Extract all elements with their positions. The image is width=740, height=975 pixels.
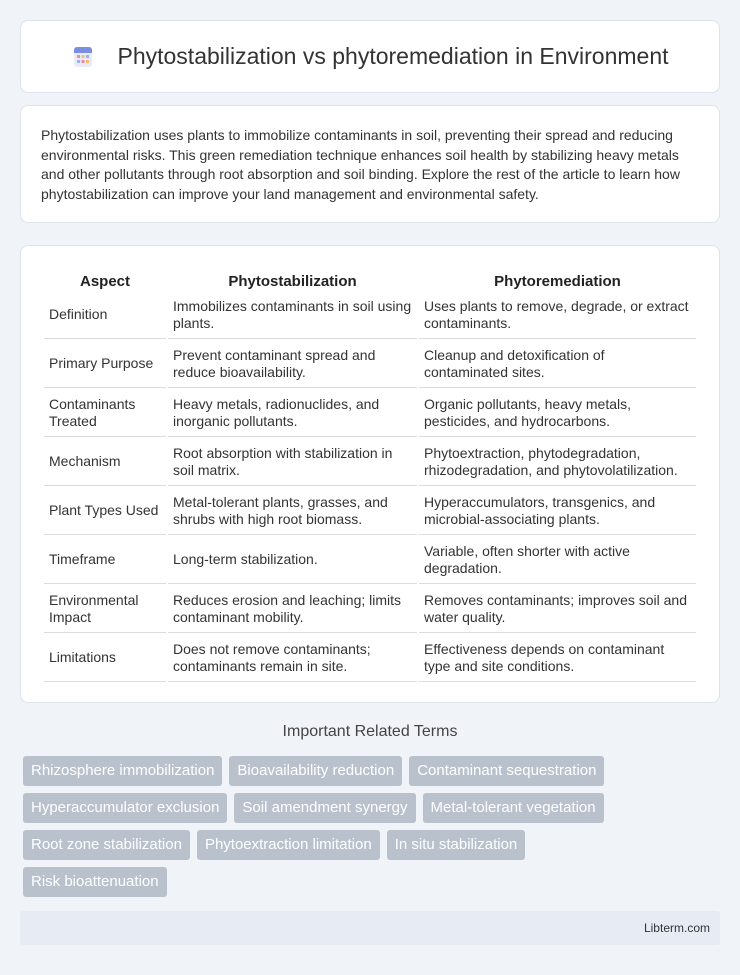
- column-header-aspect: Aspect: [79, 272, 131, 290]
- related-term-tag[interactable]: Soil amendment synergy: [234, 793, 415, 823]
- phytostabilization-cell: Long-term stabilization.: [168, 537, 417, 584]
- aspect-cell: Mechanism: [44, 439, 166, 486]
- table-row: [44, 488, 696, 535]
- related-term-tag[interactable]: Risk bioattenuation: [23, 867, 167, 897]
- table-row: [44, 341, 696, 388]
- related-term-tag[interactable]: Phytoextraction limitation: [197, 830, 380, 860]
- tag-row: [23, 793, 723, 823]
- table-row: [44, 586, 696, 633]
- related-term-tag[interactable]: Metal-tolerant vegetation: [423, 793, 604, 823]
- phytoremediation-cell: Uses plants to remove, degrade, or extract contaminants.: [419, 292, 696, 339]
- related-terms-list: [23, 756, 723, 904]
- page-title: Phytostabilization vs phytoremediation in Environment: [117, 43, 669, 69]
- column-header-phytostabilization: Phytostabilization: [228, 272, 357, 290]
- phytoremediation-cell: Cleanup and detoxification of contaminated sites.: [419, 341, 696, 388]
- table-row: [44, 439, 696, 486]
- aspect-cell: Environmental Impact: [44, 586, 166, 633]
- phytostabilization-cell: Prevent contaminant spread and reduce bioavailability.: [168, 341, 417, 388]
- related-term-tag[interactable]: Rhizosphere immobilization: [23, 756, 222, 786]
- related-term-tag[interactable]: Contaminant sequestration: [409, 756, 604, 786]
- footer-site-link[interactable]: Libterm.com: [643, 921, 710, 935]
- related-term-tag[interactable]: Hyperaccumulator exclusion: [23, 793, 227, 823]
- column-header-phytoremediation: Phytoremediation: [494, 272, 621, 290]
- phytoremediation-cell: Effectiveness depends on contaminant type and site conditions.: [419, 635, 696, 682]
- phytostabilization-cell: Immobilizes contaminants in soil using plants.: [168, 292, 417, 339]
- phytostabilization-cell: Metal-tolerant plants, grasses, and shrubs with high root biomass.: [168, 488, 417, 535]
- phytostabilization-cell: Root absorption with stabilization in soil matrix.: [168, 439, 417, 486]
- related-term-tag[interactable]: Root zone stabilization: [23, 830, 190, 860]
- intro-card: [20, 105, 720, 223]
- related-terms-title: Important Related Terms: [282, 723, 458, 740]
- phytostabilization-cell: Does not remove contaminants; contaminants remain in site.: [168, 635, 417, 682]
- tag-row: [23, 830, 723, 860]
- tag-row: [23, 867, 723, 897]
- related-term-tag[interactable]: In situ stabilization: [387, 830, 526, 860]
- table-row: [44, 537, 696, 584]
- aspect-cell: Limitations: [44, 635, 166, 682]
- phytoremediation-cell: Phytoextraction, phytodegradation, rhizodegradation, and phytovolatilization.: [419, 439, 696, 486]
- aspect-cell: Plant Types Used: [44, 488, 166, 535]
- table-header-row: [44, 268, 696, 290]
- phytoremediation-cell: Removes contaminants; improves soil and water quality.: [419, 586, 696, 633]
- header-card: [20, 20, 720, 93]
- table-row: [44, 390, 696, 437]
- document-icon: [71, 45, 95, 69]
- aspect-cell: Timeframe: [44, 537, 166, 584]
- table-row: [44, 292, 696, 339]
- aspect-cell: Primary Purpose: [44, 341, 166, 388]
- aspect-cell: Definition: [44, 292, 166, 339]
- comparison-table: [42, 266, 698, 684]
- footer: [20, 911, 720, 945]
- phytostabilization-cell: Reduces erosion and leaching; limits contaminant mobility.: [168, 586, 417, 633]
- intro-paragraph: Phytostabilization uses plants to immobilize contaminants in soil, preventing their spread and reducing environmental risks. This green remediation technique enhances soil health by stabilizing heavy metals and other pollutants through root absorption and soil binding. Explore the rest of the article to learn how phytostabilization can improve your land management and environmental safety.: [41, 127, 680, 202]
- related-term-tag[interactable]: Bioavailability reduction: [229, 756, 402, 786]
- phytoremediation-cell: Variable, often shorter with active degradation.: [419, 537, 696, 584]
- phytoremediation-cell: Organic pollutants, heavy metals, pesticides, and hydrocarbons.: [419, 390, 696, 437]
- tag-row: [23, 756, 723, 786]
- comparison-table-card: [20, 245, 720, 703]
- phytostabilization-cell: Heavy metals, radionuclides, and inorganic pollutants.: [168, 390, 417, 437]
- table-row: [44, 635, 696, 682]
- aspect-cell: Contaminants Treated: [44, 390, 166, 437]
- phytoremediation-cell: Hyperaccumulators, transgenics, and microbial-associating plants.: [419, 488, 696, 535]
